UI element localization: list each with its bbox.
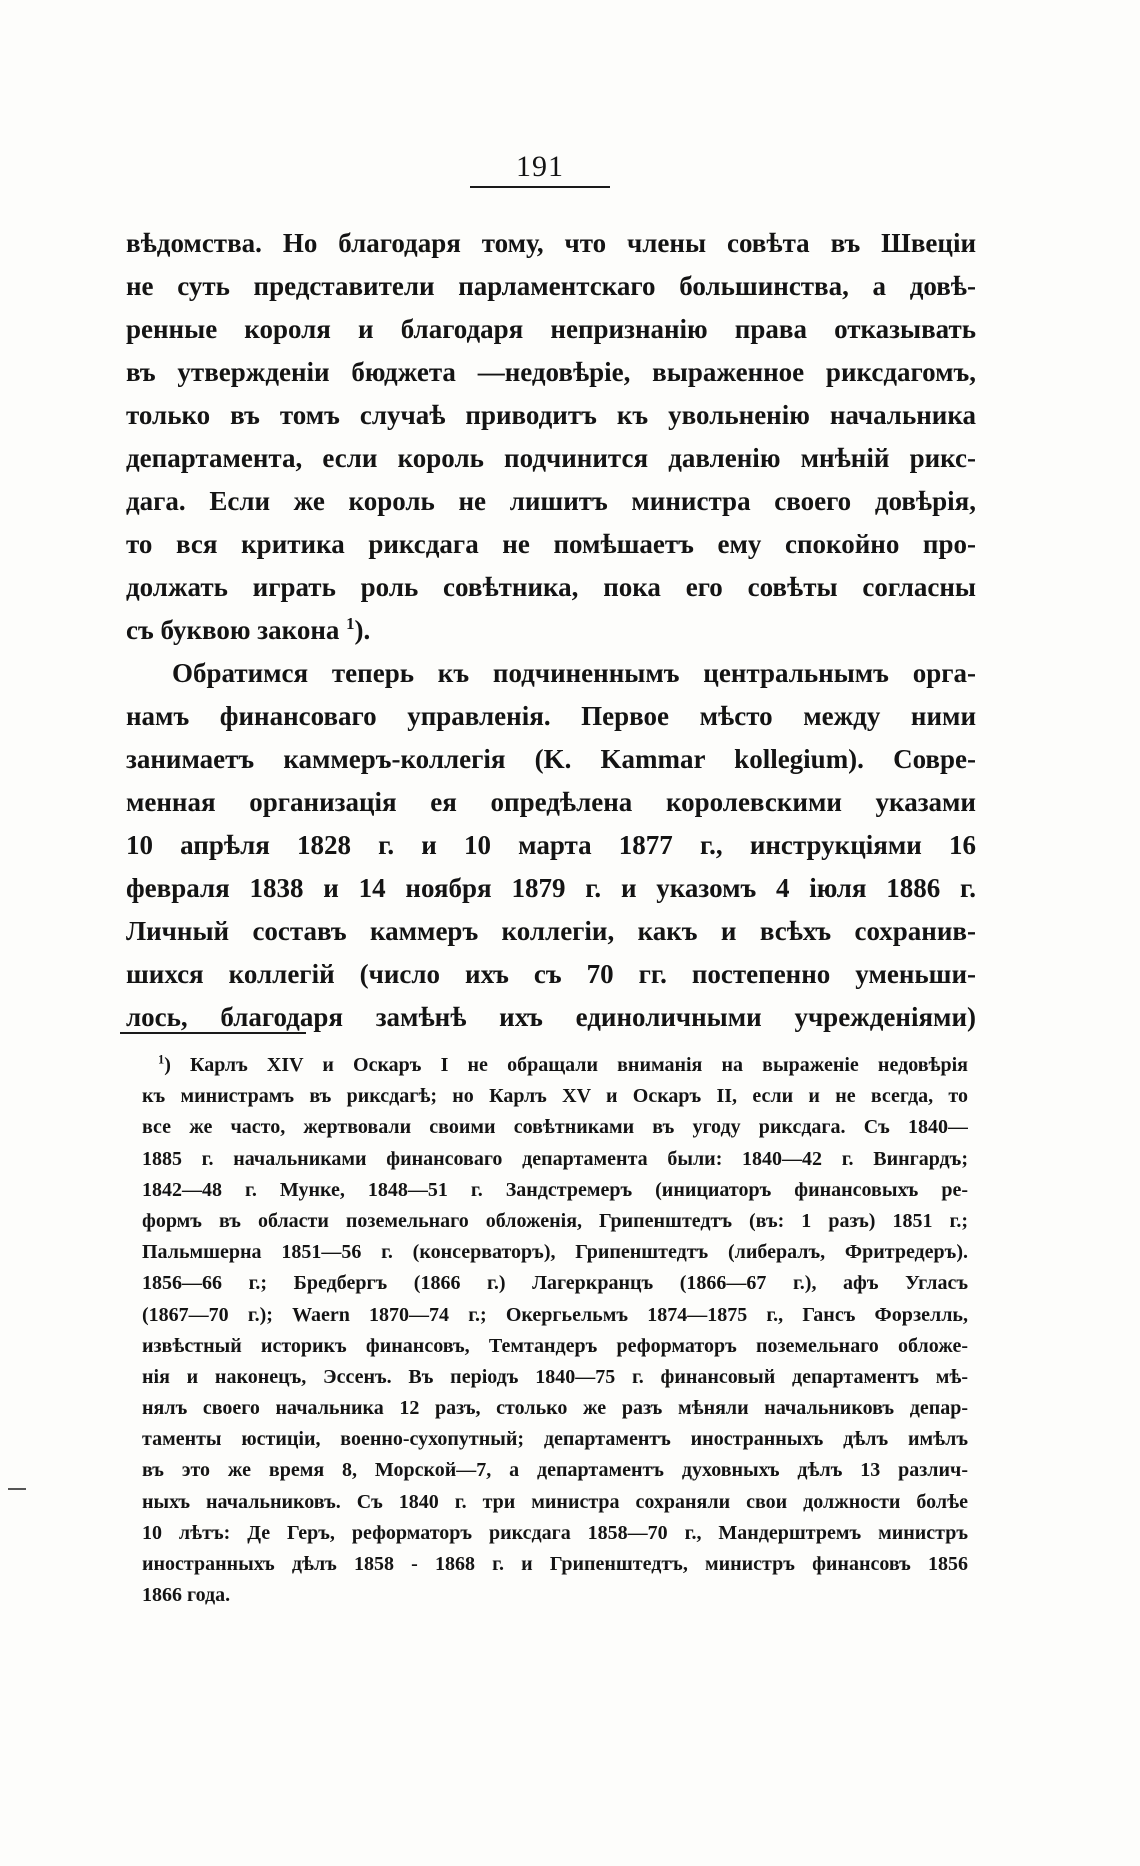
page-number-rule (470, 186, 610, 188)
text-line: то вся критика риксдага не помѣшаетъ ему спокойно про- (126, 529, 976, 559)
footnote-line: (1867—70 г.); Waern 1870—74 г.; Окергьельмъ 1874—1875 г., Гансъ Форзелль, (142, 1303, 968, 1326)
footnote-line (142, 1050, 968, 1081)
footnote-line: ныхъ начальниковъ. Съ 1840 г. три министра сохраняли свои должности болѣе (142, 1490, 968, 1513)
footnote-line: къ министрамъ въ риксдагѣ; но Карлъ XV и Оскаръ II, если и не всегда, то (142, 1085, 968, 1108)
text-line: намъ финансоваго управленія. Первое мѣсто между ними (126, 701, 976, 731)
text-line: вѣдомства. Но благодаря тому, что члены совѣта въ Швеціи (126, 228, 976, 258)
text-line: февраля 1838 и 14 ноября 1879 г. и указомъ 4 іюля 1886 г. (126, 873, 976, 903)
footnote-line: иностранныхъ дѣлъ 1858 - 1868 г. и Грипенштедтъ, министръ финансовъ 1856 (142, 1553, 968, 1575)
footnote-line: таменты юстиціи, военно-сухопутный; департаментъ иностранныхъ дѣлъ имѣлъ (142, 1428, 968, 1451)
text-line: Обратимся теперь къ подчиненнымъ центральнымъ орга- (172, 658, 976, 688)
footnote-line: 10 лѣтъ: Де Геръ, реформаторъ риксдага 1858—70 г., Мандерштремъ министръ (142, 1521, 968, 1544)
footnote-line: въ это же время 8, Морской—7, а департаментъ духовныхъ дѣлъ 13 различ- (142, 1459, 968, 1482)
footnote-line: 1885 г. начальниками финансоваго департамента были: 1840—42 г. Вингардъ; (142, 1147, 968, 1170)
text-line: департамента, если король подчинится давленію мнѣній рикс- (126, 443, 976, 473)
text-line: должать играть роль совѣтника, пока его совѣты согласны (126, 572, 976, 602)
main-text (126, 222, 976, 1039)
footnote-reference-marker: 1 (346, 614, 355, 633)
footnote-line-content: ) Карлъ XIV и Оскаръ I не обращали вниманія на выраженіе недовѣрія (164, 1054, 968, 1076)
text-line: шихся коллегій (число ихъ съ 70 гг. постепенно уменьши- (126, 959, 976, 989)
text-line: 10 апрѣля 1828 г. и 10 марта 1877 г., инструкціями 16 (126, 830, 976, 860)
margin-mark (8, 1488, 26, 1490)
text-line: занимаетъ каммеръ-коллегія (K. Kammar kollegium). Совре- (126, 744, 976, 774)
footnote-line: формъ въ области поземельнаго обложенія, Грипенштедтъ (въ: 1 разъ) 1851 г.; (142, 1209, 968, 1232)
footnote-separator (120, 1032, 306, 1034)
footnote-line: нялъ своего начальника 12 разъ, столько же разъ мѣняли начальниковъ депар- (142, 1397, 968, 1420)
text-line: ренные короля и благодаря непризнанію права отказывать (126, 314, 976, 344)
text-line: Личный составъ каммеръ коллегіи, какъ и всѣхъ сохранив- (126, 916, 976, 946)
footnote-line: извѣстный историкъ финансовъ, Темтандеръ реформаторъ поземельнаго обложе- (142, 1334, 968, 1357)
footnote-line: 1842—48 г. Мунке, 1848—51 г. Зандстремеръ (инициаторъ финансовыхъ ре- (142, 1178, 968, 1201)
text-line-content: съ буквою закона (126, 615, 340, 645)
text-line: въ утвержденіи бюджета —недовѣріе, выраженное риксдагомъ, (126, 357, 976, 387)
footnote-line: 1866 года. (142, 1584, 231, 1607)
text-line: менная организація ея опредѣлена королевскими указами (126, 787, 976, 817)
page-number: 191 (516, 150, 564, 183)
footnote-line: Пальмшерна 1851—56 г. (консерваторъ), Грипенштедтъ (либералъ, Фритредеръ). (142, 1241, 968, 1264)
footnote-line: все же часто, жертвовали своими совѣтниками въ угоду риксдага. Съ 1840— (142, 1116, 968, 1139)
footnote-marker: 1 (158, 1052, 165, 1067)
text-line (126, 609, 976, 652)
footnote-line: 1856—66 г.; Бредбергъ (1866 г.) Лагеркранцъ (1866—67 г.), афъ Угласъ (142, 1272, 968, 1295)
footnote (142, 1050, 968, 1611)
text-line: не суть представители парламентскаго большинства, а довѣ- (126, 271, 976, 301)
footnote-line: нія и наконецъ, Эссенъ. Въ періодъ 1840—75 г. финансовый департаментъ мѣ- (142, 1365, 968, 1388)
text-line: дага. Если же король не лишитъ министра своего довѣрія, (126, 486, 976, 516)
text-line: лось, благодаря замѣнѣ ихъ единоличными учрежденіями) (126, 1002, 976, 1032)
footnote-reference-suffix: ). (354, 615, 371, 645)
text-line: только въ томъ случаѣ приводитъ къ увольненію начальника (126, 400, 976, 430)
